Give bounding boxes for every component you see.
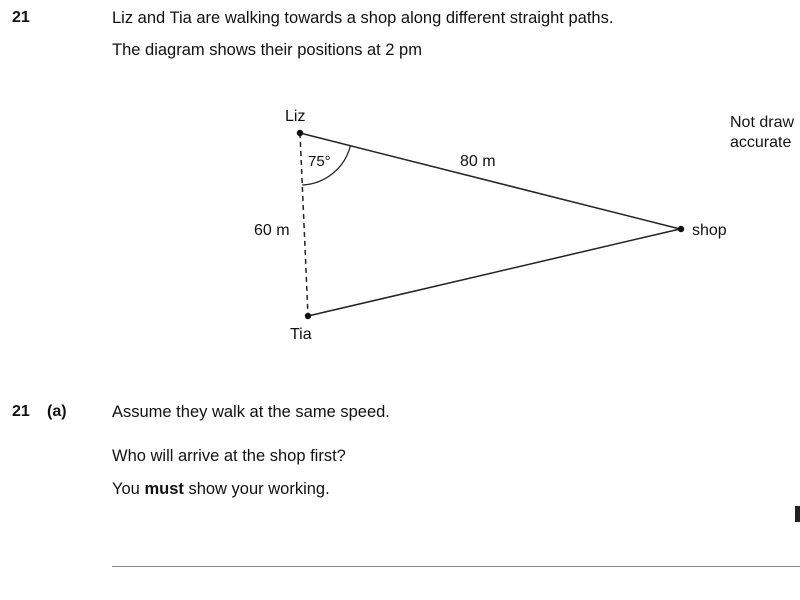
- part-a-line3-post: show your working.: [183, 480, 330, 498]
- liz-shop-length-label: 80 m: [460, 153, 496, 170]
- part-a-line3-pre: You: [112, 480, 145, 498]
- question-number: 21: [12, 9, 30, 26]
- liz-tia-dashed-path: [300, 133, 308, 316]
- part-a-question-number: 21: [12, 403, 30, 420]
- shop-point: [678, 226, 684, 232]
- note-line2: accurate: [730, 134, 792, 151]
- liz-tia-length-label: 60 m: [254, 222, 290, 239]
- part-a-line1: Assume they walk at the same speed.: [112, 403, 390, 421]
- angle-label: 75°: [308, 153, 331, 170]
- answer-line[interactable]: [112, 566, 800, 567]
- part-a-line2: Who will arrive at the shop first?: [112, 447, 346, 465]
- part-a-line3-bold: must: [144, 480, 184, 498]
- part-a-line3: [112, 480, 330, 499]
- question-intro-line2: The diagram shows their positions at 2 pm: [112, 41, 422, 59]
- question-intro-line1: Liz and Tia are walking towards a shop along different straight paths.: [112, 9, 614, 27]
- liz-point: [297, 130, 303, 136]
- shop-label: shop: [692, 222, 727, 239]
- liz-label: Liz: [285, 108, 306, 125]
- tia-label: Tia: [290, 326, 312, 343]
- part-a-label: (a): [47, 403, 67, 420]
- tia-point: [305, 313, 311, 319]
- cropped-margin-mark: [795, 506, 800, 522]
- not-to-scale-note: [730, 113, 794, 153]
- liz-shop-path: [300, 133, 680, 229]
- tia-shop-path: [308, 229, 680, 316]
- note-line1: Not draw: [730, 114, 795, 131]
